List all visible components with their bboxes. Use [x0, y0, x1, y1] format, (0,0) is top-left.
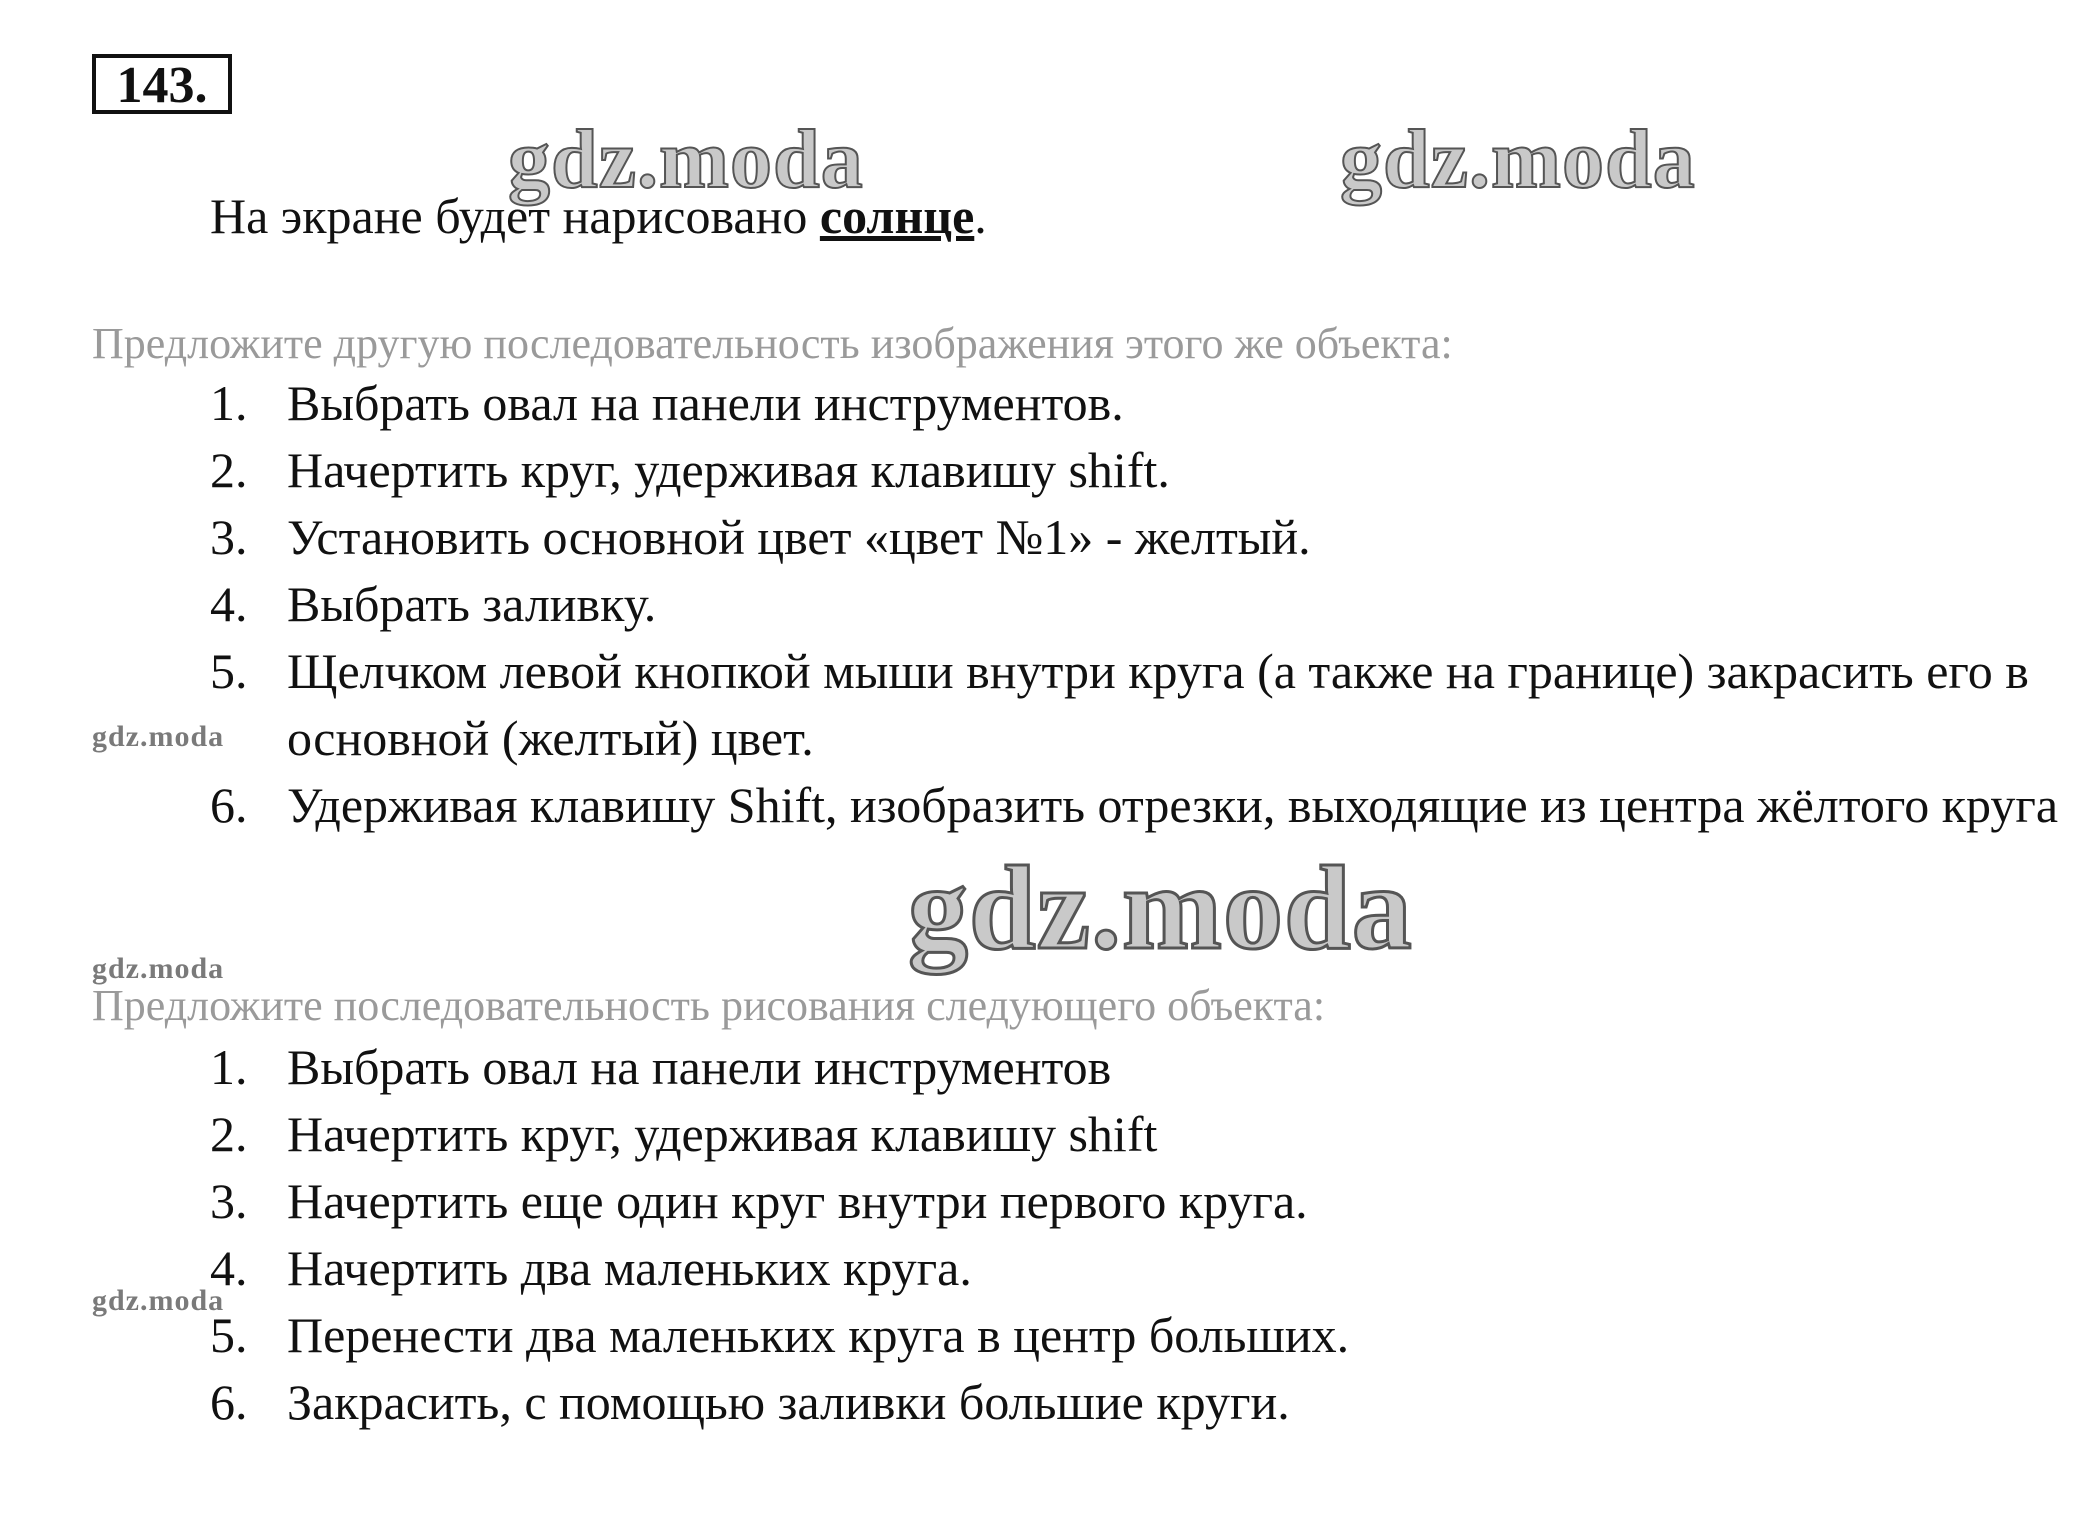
section1-prompt: Предложите другую последовательность изображения этого же объекта:: [92, 319, 1453, 368]
task-number-box: 143.: [92, 54, 232, 114]
step-text: Начертить круг, удерживая клавишу shift.: [287, 442, 1170, 498]
watermark: gdz.moda: [508, 113, 864, 206]
list-item: [210, 1235, 2077, 1302]
step-text: Установить основной цвет «цвет №1» - желтый.: [287, 509, 1311, 565]
list-item: [210, 638, 2077, 772]
answer-prefix: На экране будет нарисовано: [210, 188, 820, 244]
section2-prompt: Предложите последовательность рисования следующего объекта:: [92, 981, 1326, 1030]
step-number: 4.: [210, 576, 248, 632]
step-number: 3.: [210, 1173, 248, 1229]
watermark: gdz.moda: [92, 952, 225, 985]
list-item: [210, 437, 2077, 504]
step-text: Начертить два маленьких круга.: [287, 1240, 972, 1296]
step-text: Начертить круг, удерживая клавишу shift: [287, 1106, 1158, 1162]
step-text: Выбрать овал на панели инструментов: [287, 1039, 1112, 1095]
step-number: 5.: [210, 1307, 248, 1363]
list-item: [210, 1034, 2077, 1101]
answer-suffix: .: [974, 188, 987, 244]
step-number: 2.: [210, 1106, 248, 1162]
section1-steps: [210, 370, 2077, 839]
list-item: [210, 504, 2077, 571]
step-number: 6.: [210, 1374, 248, 1430]
list-item: [210, 1168, 2077, 1235]
step-number: 4.: [210, 1240, 248, 1296]
step-text: Закрасить, с помощью заливки большие круги.: [287, 1374, 1290, 1430]
step-number: 3.: [210, 509, 248, 565]
answer-object: солнце: [819, 188, 975, 244]
step-text: Перенести два маленьких круга в центр больших.: [287, 1307, 1350, 1363]
step-text: Щелчком левой кнопкой мыши внутри круга (а также на границе) закрасить его в основной (желтый) цвет.: [287, 643, 2029, 766]
step-text: Выбрать овал на панели инструментов.: [287, 375, 1124, 431]
list-item: [210, 571, 2077, 638]
list-item: [210, 1302, 2077, 1369]
list-item: [210, 1369, 2077, 1436]
list-item: [210, 370, 2077, 437]
step-text: Начертить еще один круг внутри первого круга.: [287, 1173, 1308, 1229]
step-number: 6.: [210, 777, 248, 833]
watermark: gdz.moda: [1340, 113, 1696, 206]
answer-sentence: [210, 187, 987, 245]
step-number: 1.: [210, 1039, 248, 1095]
step-number: 5.: [210, 643, 248, 699]
list-item: [210, 772, 2077, 839]
step-number: 1.: [210, 375, 248, 431]
watermark: gdz.moda: [908, 841, 1413, 974]
list-item: [210, 1101, 2077, 1168]
watermark: gdz.moda: [92, 1284, 225, 1317]
step-text: Удерживая клавишу Shift, изобразить отрезки, выходящие из центра жёлтого круга: [287, 777, 2059, 833]
step-text: Выбрать заливку.: [287, 576, 657, 632]
watermark: gdz.moda: [92, 720, 225, 753]
step-number: 2.: [210, 442, 248, 498]
section2-steps: [210, 1034, 2077, 1436]
